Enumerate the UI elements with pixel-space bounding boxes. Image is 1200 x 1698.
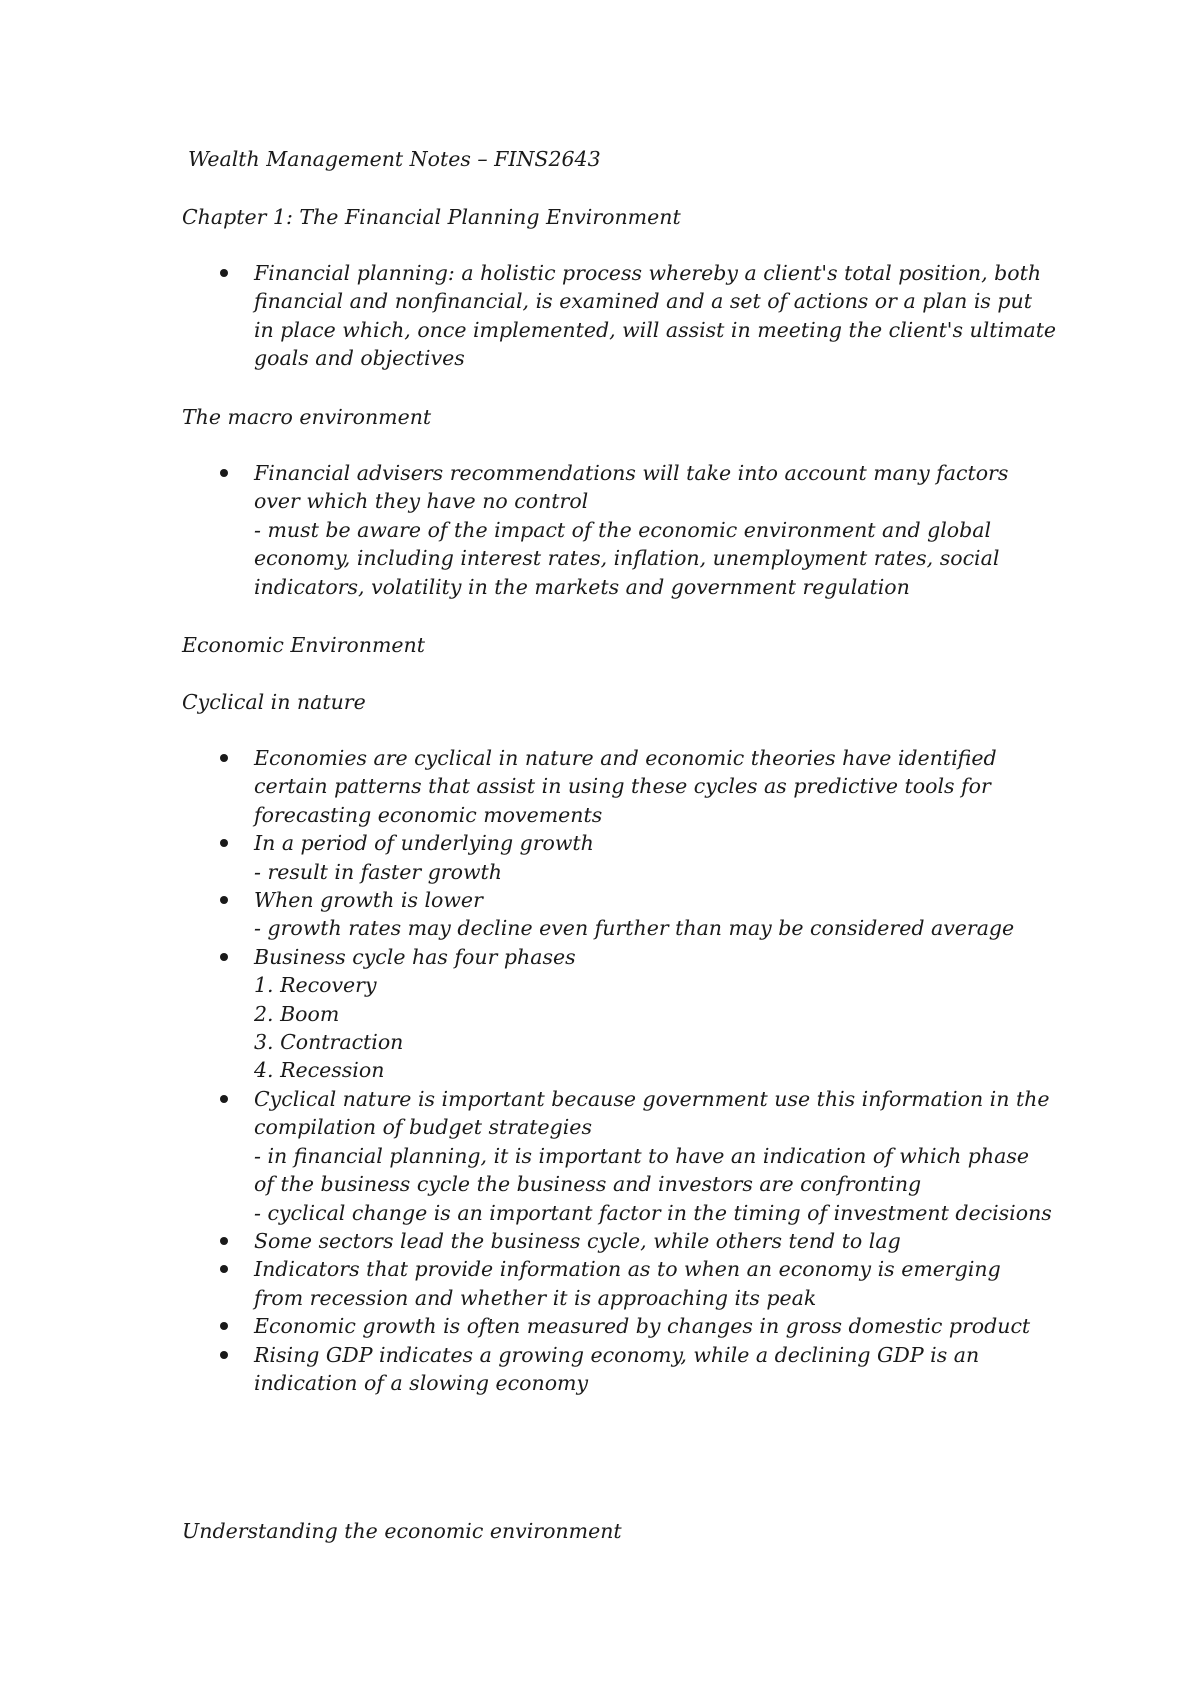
bullet-text-line: - result in faster growth <box>254 859 502 884</box>
bullet-item <box>182 259 1082 373</box>
bullet-item <box>182 943 1082 1085</box>
bullet-text-line: Economic growth is often measured by changes in gross domestic product <box>254 1314 1031 1339</box>
bullet-item <box>182 886 1082 943</box>
bullet-text-line: - in financial planning, it is important to have an indication of which phase <box>254 1143 1029 1168</box>
understanding-economic-environment-heading: Understanding the economic environment <box>182 1519 622 1543</box>
bullet-text-line: In a period of underlying growth <box>254 831 594 856</box>
bullet-item <box>182 1085 1082 1227</box>
bullet-text-line: indication of a slowing economy <box>254 1370 589 1395</box>
bullet-text-line: compilation of budget strategies <box>254 1115 592 1140</box>
bullet-text-line: 2. Boom <box>254 1001 340 1026</box>
bullet-dot-icon <box>220 953 228 961</box>
bullet-text-line: from recession and whether it is approaching its peak <box>254 1285 817 1310</box>
document-title: Wealth Management Notes – FINS2643 <box>188 147 601 171</box>
bullet-text-line: financial and nonfinancial, is examined and a set of actions or a plan is put <box>254 289 1032 314</box>
bullet-text-line: Economies are cyclical in nature and economic theories have identified <box>254 746 997 770</box>
bullet-text-line: over which they have no control <box>254 489 589 514</box>
bullet-item <box>182 459 1082 601</box>
bullet-dot-icon <box>220 754 228 762</box>
bullet-text-line: - cyclical change is an important factor in the timing of investment decisions <box>254 1200 1052 1225</box>
macro-environment-heading: The macro environment <box>182 405 432 429</box>
bullet-text-line: Indicators that provide information as to when an economy is emerging <box>254 1257 1001 1282</box>
bullet-item <box>182 744 1082 829</box>
bullet-item <box>182 1255 1082 1312</box>
bullet-text-line: 3. Contraction <box>254 1030 404 1055</box>
bullet-text-line: economy, including interest rates, inflation, unemployment rates, social <box>254 546 1000 571</box>
macro-bullet-list <box>182 459 1082 601</box>
bullet-text-line: Rising GDP indicates a growing economy, while a declining GDP is an <box>254 1342 980 1367</box>
bullet-item <box>182 1341 1082 1398</box>
bullet-dot-icon <box>220 1265 228 1273</box>
bullet-text-line: certain patterns that assist in using these cycles as predictive tools for <box>254 774 991 799</box>
economic-environment-heading: Economic Environment <box>182 633 425 657</box>
bullet-text-line: goals and objectives <box>254 346 465 371</box>
bullet-dot-icon <box>220 1322 228 1330</box>
bullet-dot-icon <box>220 469 228 477</box>
cyclical-bullet-list <box>182 744 1082 1397</box>
bullet-text-line: When growth is lower <box>254 888 483 913</box>
bullet-text-line: - growth rates may decline even further than may be considered average <box>254 916 1015 941</box>
bullet-text-line: Business cycle has four phases <box>254 944 576 969</box>
bullet-dot-icon <box>220 839 228 847</box>
bullet-text-line: in place which, once implemented, will assist in meeting the client's ultimate <box>254 317 1057 342</box>
bullet-dot-icon <box>220 1351 228 1359</box>
bullet-dot-icon <box>220 269 228 277</box>
bullet-text-line: Financial advisers recommendations will take into account many factors <box>254 461 1009 485</box>
bullet-dot-icon <box>220 896 228 904</box>
bullet-dot-icon <box>220 1237 228 1245</box>
chapter-heading: Chapter 1: The Financial Planning Environment <box>182 205 681 229</box>
bullet-text-line: indicators, volatility in the markets and government regulation <box>254 574 910 599</box>
bullet-text-line: of the business cycle the business and investors are confronting <box>254 1172 922 1197</box>
bullet-text-line: - must be aware of the impact of the economic environment and global <box>254 517 992 542</box>
bullet-text-line: Cyclical nature is important because government use this information in the <box>254 1086 1050 1111</box>
bullet-item <box>182 1227 1082 1255</box>
cyclical-nature-heading: Cyclical in nature <box>182 690 366 714</box>
bullet-item <box>182 1312 1082 1340</box>
bullet-text-line: forecasting economic movements <box>254 802 603 827</box>
section1-bullet-list <box>182 259 1082 373</box>
bullet-text-line: 4. Recession <box>254 1058 385 1083</box>
bullet-text-line: 1. Recovery <box>254 973 377 998</box>
bullet-text-line: Some sectors lead the business cycle, while others tend to lag <box>254 1228 901 1253</box>
bullet-dot-icon <box>220 1095 228 1103</box>
bullet-item <box>182 829 1082 886</box>
bullet-text-line: Financial planning: a holistic process whereby a client's total position, both <box>254 261 1042 285</box>
